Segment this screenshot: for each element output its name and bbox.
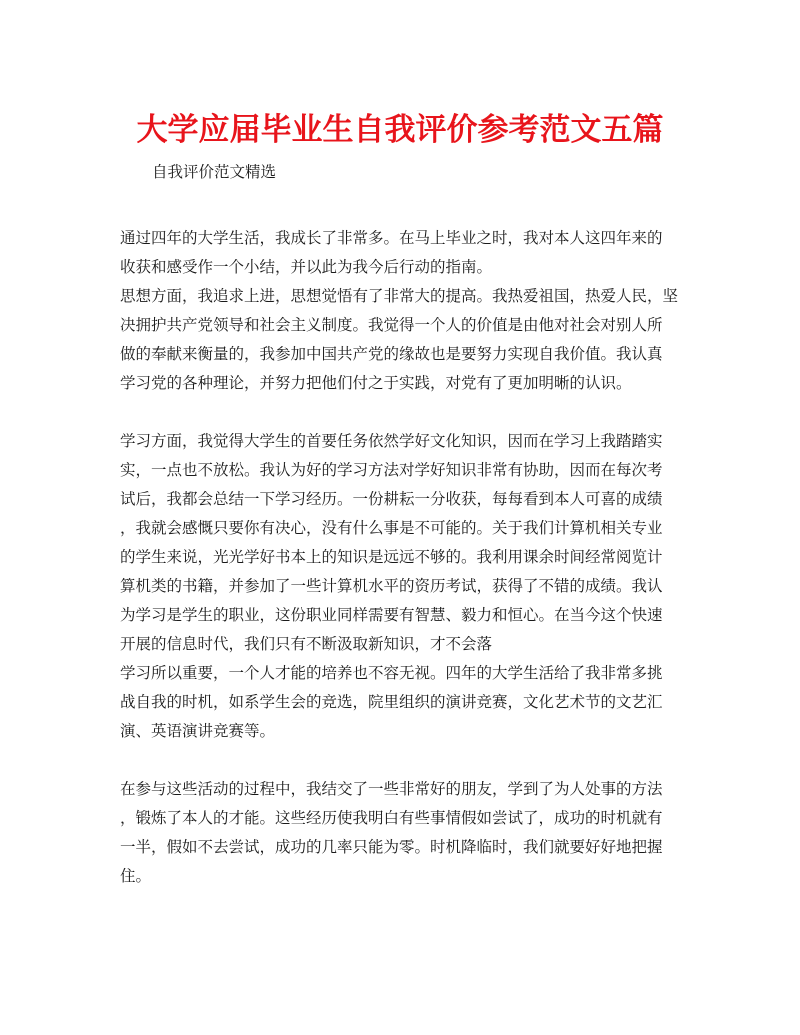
text-line: 学习所以重要，一个人才能的培养也不容无视。四年的大学生活给了我非常多挑 xyxy=(120,664,663,682)
text-line: 学习方面，我觉得大学生的首要任务依然学好文化知识，因而在学习上我踏踏实 xyxy=(120,432,663,450)
text-line: 实，一点也不放松。我认为好的学习方法对学好知识非常有协助，因而在每次考 xyxy=(120,461,663,479)
paragraph-gap xyxy=(120,398,680,427)
text-line: ，我就会感慨只要你有决心，没有什么事是不可能的。关于我们计算机相关专业 xyxy=(120,519,663,537)
paragraph-gap xyxy=(120,746,680,775)
text-line: 为学习是学生的职业，这份职业同样需要有智慧、毅力和恒心。在当今这个快速 xyxy=(120,606,663,624)
text-line: 演、英语演讲竞赛等。 xyxy=(120,722,276,740)
text-line: 试后，我都会总结一下学习经历。一份耕耘一分收获，每每看到本人可喜的成绩 xyxy=(120,490,663,508)
text-line: 做的奉献来衡量的，我参加中国共产党的缘故也是要努力实现自我价值。我认真 xyxy=(120,345,663,363)
text-line: 的学生来说，光光学好书本上的知识是远远不够的。我利用课余时间经常阅览计 xyxy=(120,548,663,566)
text-line: 决拥护共产党领导和社会主义制度。我觉得一个人的价值是由他对社会对别人所 xyxy=(120,316,663,334)
document-body xyxy=(120,224,680,891)
document-title: 大学应届毕业生自我评价参考范文五篇 xyxy=(136,112,664,148)
text-line: 算机类的书籍，并参加了一些计算机水平的资历考试，获得了不错的成绩。我认 xyxy=(120,577,663,595)
text-line: 战自我的时机，如系学生会的竞选，院里组织的演讲竞赛，文化艺术节的文艺汇 xyxy=(120,693,663,711)
text-line: 在参与这些活动的过程中，我结交了一些非常好的朋友，学到了为人处事的方法 xyxy=(120,780,663,798)
text-line: 开展的信息时代，我们只有不断汲取新知识，才不会落 xyxy=(120,635,493,653)
document-subtitle: 自我评价范文精选 xyxy=(152,163,277,181)
text-line: 学习党的各种理论，并努力把他们付之于实践，对党有了更加明晰的认识。 xyxy=(120,374,632,392)
text-line: ，锻炼了本人的才能。这些经历使我明白有些事情假如尝试了，成功的时机就有 xyxy=(120,809,663,827)
text-line: 通过四年的大学生活，我成长了非常多。在马上毕业之时，我对本人这四年来的 xyxy=(120,229,663,247)
text-line: 思想方面，我追求上进，思想觉悟有了非常大的提高。我热爱祖国，热爱人民，坚 xyxy=(120,287,679,305)
text-line: 收获和感受作一个小结，并以此为我今后行动的指南。 xyxy=(120,258,493,276)
text-line: 一半，假如不去尝试，成功的几率只能为零。时机降临时，我们就要好好地把握 xyxy=(120,838,663,856)
text-line: 住。 xyxy=(120,867,152,885)
